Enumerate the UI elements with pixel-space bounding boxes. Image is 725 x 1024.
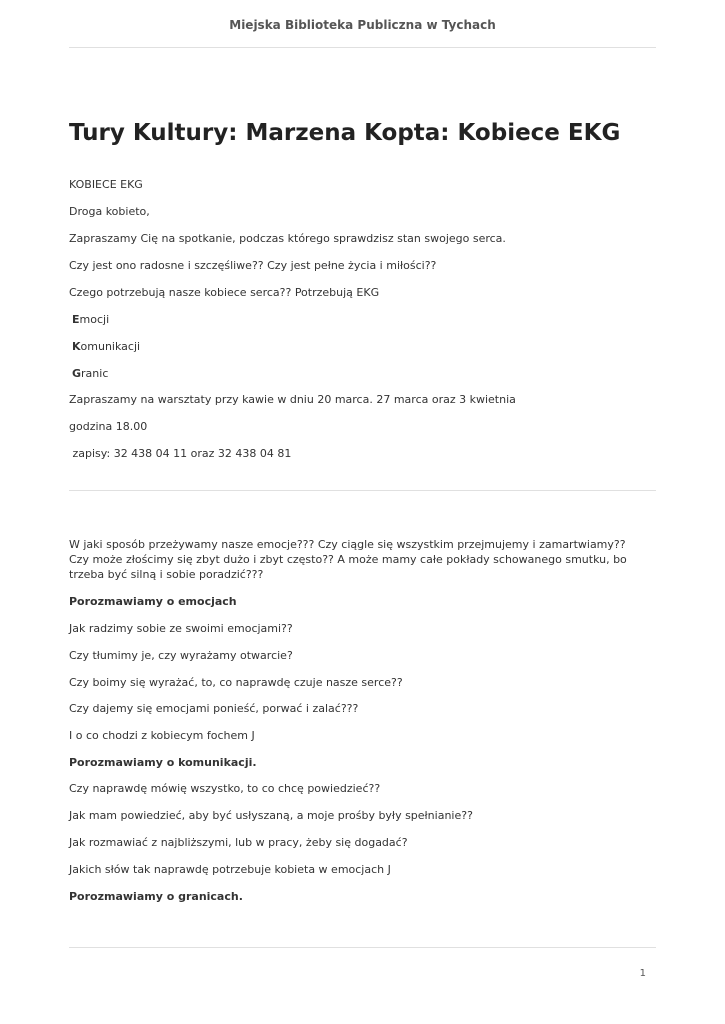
acronym-initial: K <box>72 340 81 353</box>
acronym-initial: G <box>72 367 82 380</box>
invitation-text: Zapraszamy Cię na spotkanie, podczas którego sprawdzisz stan swojego serca. <box>69 232 506 245</box>
workshop-dates: Zapraszamy na warsztaty przy kawie w dniu 20 marca. 27 marca oraz 3 kwietnia <box>69 393 516 406</box>
acronym-initial: E <box>72 313 80 326</box>
acronym-rest: ranic <box>81 367 109 380</box>
acronym-line-boundaries <box>72 366 108 381</box>
communication-question: Czy naprawdę mówię wszystko, to co chcę powiedzieć?? <box>69 782 381 795</box>
page-header: Miejska Biblioteka Publiczna w Tychach <box>229 18 496 32</box>
emotions-heading: Porozmawiamy o emocjach <box>69 595 237 608</box>
needs-text: Czego potrzebują nasze kobiece serca?? Potrzebują EKG <box>69 286 380 299</box>
emotions-question: Czy dajemy się emocjami ponieść, porwać i zalać??? <box>69 702 359 715</box>
opening-paragraph: W jaki sposób przeżywamy nasze emocje??? Czy ciągle się wszystkim przejmujemy i zamartwiamy?? Czy może złościmy się zbyt dużo i zbyt często?? A może mamy całe pokłady schowanego smutku, bo trzeba być silną i sobie poradzić??? <box>69 538 627 581</box>
boundaries-heading: Porozmawiamy o granicach. <box>69 890 243 903</box>
emotions-question: Jak radzimy sobie ze swoimi emocjami?? <box>69 622 293 635</box>
footer-divider <box>69 947 656 948</box>
acronym-rest: mocji <box>79 313 110 326</box>
emotions-question: Czy boimy się wyrażać, to, co naprawdę czuje nasze serce?? <box>69 676 403 689</box>
workshop-time: godzina 18.00 <box>69 420 148 433</box>
communication-question: Jak rozmawiać z najbliższymi, lub w pracy, żeby się dogadać? <box>69 836 408 849</box>
acronym-line-communication <box>72 339 140 354</box>
communication-question: Jakich słów tak naprawdę potrzebuje kobieta w emocjach J <box>69 863 391 876</box>
greeting: Droga kobieto, <box>69 205 150 218</box>
communication-question: Jak mam powiedzieć, aby być usłyszaną, a moje prośby były spełnianie?? <box>69 809 473 822</box>
page-title: Tury Kultury: Marzena Kopta: Kobiece EKG <box>69 120 621 146</box>
communication-heading: Porozmawiamy o komunikacji. <box>69 756 257 769</box>
acronym-rest: omunikacji <box>80 340 141 353</box>
header-divider <box>69 47 656 48</box>
emotions-question: Czy tłumimy je, czy wyrażamy otwarcie? <box>69 649 293 662</box>
signup-phones: zapisy: 32 438 04 11 oraz 32 438 04 81 <box>69 447 292 460</box>
page-number: 1 <box>639 968 646 979</box>
acronym-line-emotions <box>72 312 109 327</box>
section-divider <box>69 490 656 491</box>
intro-heading: KOBIECE EKG <box>69 178 143 191</box>
question-text: Czy jest ono radosne i szczęśliwe?? Czy jest pełne życia i miłości?? <box>69 259 437 272</box>
emotions-question: I o co chodzi z kobiecym fochem J <box>69 729 255 742</box>
